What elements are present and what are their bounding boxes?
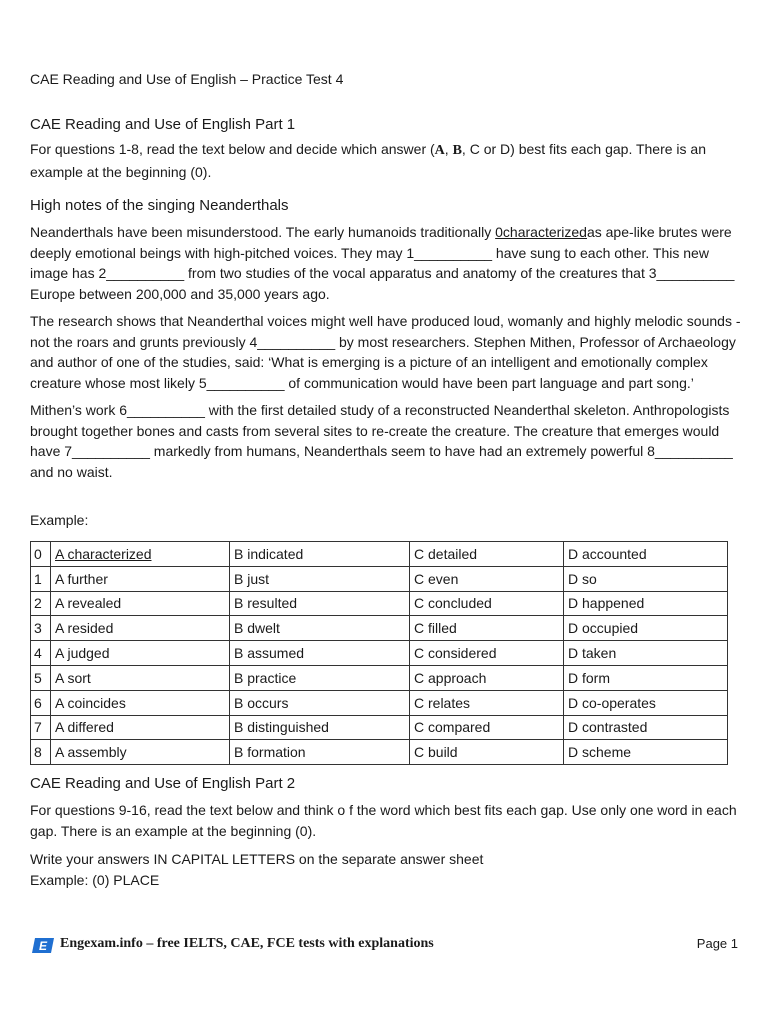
document-title: CAE Reading and Use of English – Practice Test 4 bbox=[30, 71, 344, 87]
option-cell-c: C considered bbox=[410, 641, 564, 666]
example-label: Example: bbox=[30, 512, 89, 528]
text-body bbox=[30, 222, 742, 489]
option-cell-a: A differed bbox=[51, 715, 230, 740]
logo-letter: E bbox=[38, 939, 48, 953]
page-number: Page 1 bbox=[696, 936, 738, 951]
option-cell-num: 7 bbox=[31, 715, 51, 740]
instr-text-2: , C or D) best fits each gap. There is an example at the beginning (0). bbox=[30, 141, 706, 180]
instr-sep: , bbox=[444, 141, 453, 157]
p1-rest: as ape-like brutes were deeply emotional beings with high-pitched voices. They may 1__________ have sung to each other. This new image has 2__________ from two studies of the vocal apparatus and anatomy of the creatures that 3__________ Europe between 200,000 and 35,000 years ago. bbox=[30, 224, 735, 302]
option-cell-a: A revealed bbox=[51, 591, 230, 616]
option-cell-c: C relates bbox=[410, 690, 564, 715]
option-cell-num: 5 bbox=[31, 665, 51, 690]
engexam-logo-icon bbox=[32, 938, 54, 953]
text-paragraph-3: Mithen’s work 6__________ with the first detailed study of a reconstructed Neanderthal skeleton. Anthropologists brought together bones and casts from several sites to re-create the creature. The creature that emerges would have 7__________ markedly from humans, Neanderthals seem to have had an extremely powerful 8__________ and no waist. bbox=[30, 402, 733, 480]
text-title: High notes of the singing Neanderthals bbox=[30, 197, 289, 214]
instr-text-1: For questions 1-8, read the text below and decide which answer ( bbox=[30, 141, 435, 157]
option-cell-num: 6 bbox=[31, 690, 51, 715]
option-cell-d: D scheme bbox=[564, 740, 728, 765]
option-cell-a: A coincides bbox=[51, 690, 230, 715]
option-cell-num: 0 bbox=[31, 542, 51, 567]
option-cell-b: B formation bbox=[230, 740, 410, 765]
page-footer bbox=[30, 934, 738, 956]
options-table bbox=[30, 541, 728, 765]
option-cell-num: 3 bbox=[31, 616, 51, 641]
option-cell-num: 4 bbox=[31, 641, 51, 666]
option-cell-d: D co-operates bbox=[564, 690, 728, 715]
text-paragraph-2: The research shows that Neanderthal voices might well have produced loud, womanly and highly melodic sounds - not the roars and grunts previously 4__________ by most researchers. Stephen Mithen, Professor of Archaeology and author of one of the studies, said: ‘What is emerging is a picture of an intelligent and emotionally complex creature whose most likely 5__________ of communication would have been part language and part song.’ bbox=[30, 313, 741, 391]
part1-instructions bbox=[30, 139, 742, 182]
option-cell-b: B distinguished bbox=[230, 715, 410, 740]
option-cell-b: B resulted bbox=[230, 591, 410, 616]
instr-option-a: A bbox=[434, 143, 445, 158]
table-row bbox=[31, 566, 728, 591]
option-cell-d: D accounted bbox=[564, 542, 728, 567]
option-cell-d: D happened bbox=[564, 591, 728, 616]
part2-example: Example: (0) PLACE bbox=[30, 871, 160, 888]
table-row bbox=[31, 690, 728, 715]
instr-option-b: B bbox=[452, 143, 462, 158]
table-row bbox=[31, 542, 728, 567]
part2-heading: CAE Reading and Use of English Part 2 bbox=[30, 775, 296, 792]
option-cell-b: B occurs bbox=[230, 690, 410, 715]
table-row bbox=[31, 641, 728, 666]
option-cell-b: B dwelt bbox=[230, 616, 410, 641]
option-cell-c: C compared bbox=[410, 715, 564, 740]
option-cell-a: A judged bbox=[51, 641, 230, 666]
part2-section bbox=[30, 775, 742, 898]
option-cell-num: 8 bbox=[31, 740, 51, 765]
option-cell-d: D occupied bbox=[564, 616, 728, 641]
option-cell-c: C detailed bbox=[410, 542, 564, 567]
option-cell-d: D form bbox=[564, 665, 728, 690]
option-cell-d: D taken bbox=[564, 641, 728, 666]
option-cell-c: C concluded bbox=[410, 591, 564, 616]
option-cell-b: B assumed bbox=[230, 641, 410, 666]
table-row bbox=[31, 665, 728, 690]
example-gap: 0characterized bbox=[495, 224, 587, 240]
option-cell-a: A sort bbox=[51, 665, 230, 690]
footer-text: Engexam.info – free IELTS, CAE, FCE tests with explanations bbox=[60, 936, 434, 951]
part1-section bbox=[30, 116, 742, 182]
option-cell-a: A further bbox=[51, 566, 230, 591]
table-row bbox=[31, 715, 728, 740]
option-cell-a: A assembly bbox=[51, 740, 230, 765]
answer-instructions: Write your answers IN CAPITAL LETTERS on the separate answer sheet bbox=[30, 851, 484, 867]
p1-start: Neanderthals have been misunderstood. The early humanoids traditionally bbox=[30, 224, 496, 240]
table-row bbox=[31, 616, 728, 641]
table-row bbox=[31, 591, 728, 616]
option-cell-b: B just bbox=[230, 566, 410, 591]
table-row bbox=[31, 740, 728, 765]
option-cell-d: D so bbox=[564, 566, 728, 591]
option-cell-c: C filled bbox=[410, 616, 564, 641]
option-cell-b: B indicated bbox=[230, 542, 410, 567]
option-cell-num: 2 bbox=[31, 591, 51, 616]
option-cell-c: C build bbox=[410, 740, 564, 765]
text-paragraph-1 bbox=[30, 222, 742, 304]
option-cell-num: 1 bbox=[31, 566, 51, 591]
option-cell-c: C even bbox=[410, 566, 564, 591]
option-cell-d: D contrasted bbox=[564, 715, 728, 740]
part1-heading: CAE Reading and Use of English Part 1 bbox=[30, 116, 296, 133]
option-cell-b: B practice bbox=[230, 665, 410, 690]
part2-instructions: For questions 9-16, read the text below and think o f the word which best fits each gap. Use only one word in each gap. There is an example at the beginning (0). bbox=[30, 802, 737, 839]
option-cell-c: C approach bbox=[410, 665, 564, 690]
option-cell-a: A resided bbox=[51, 616, 230, 641]
option-cell-a: A characterized bbox=[51, 542, 230, 567]
